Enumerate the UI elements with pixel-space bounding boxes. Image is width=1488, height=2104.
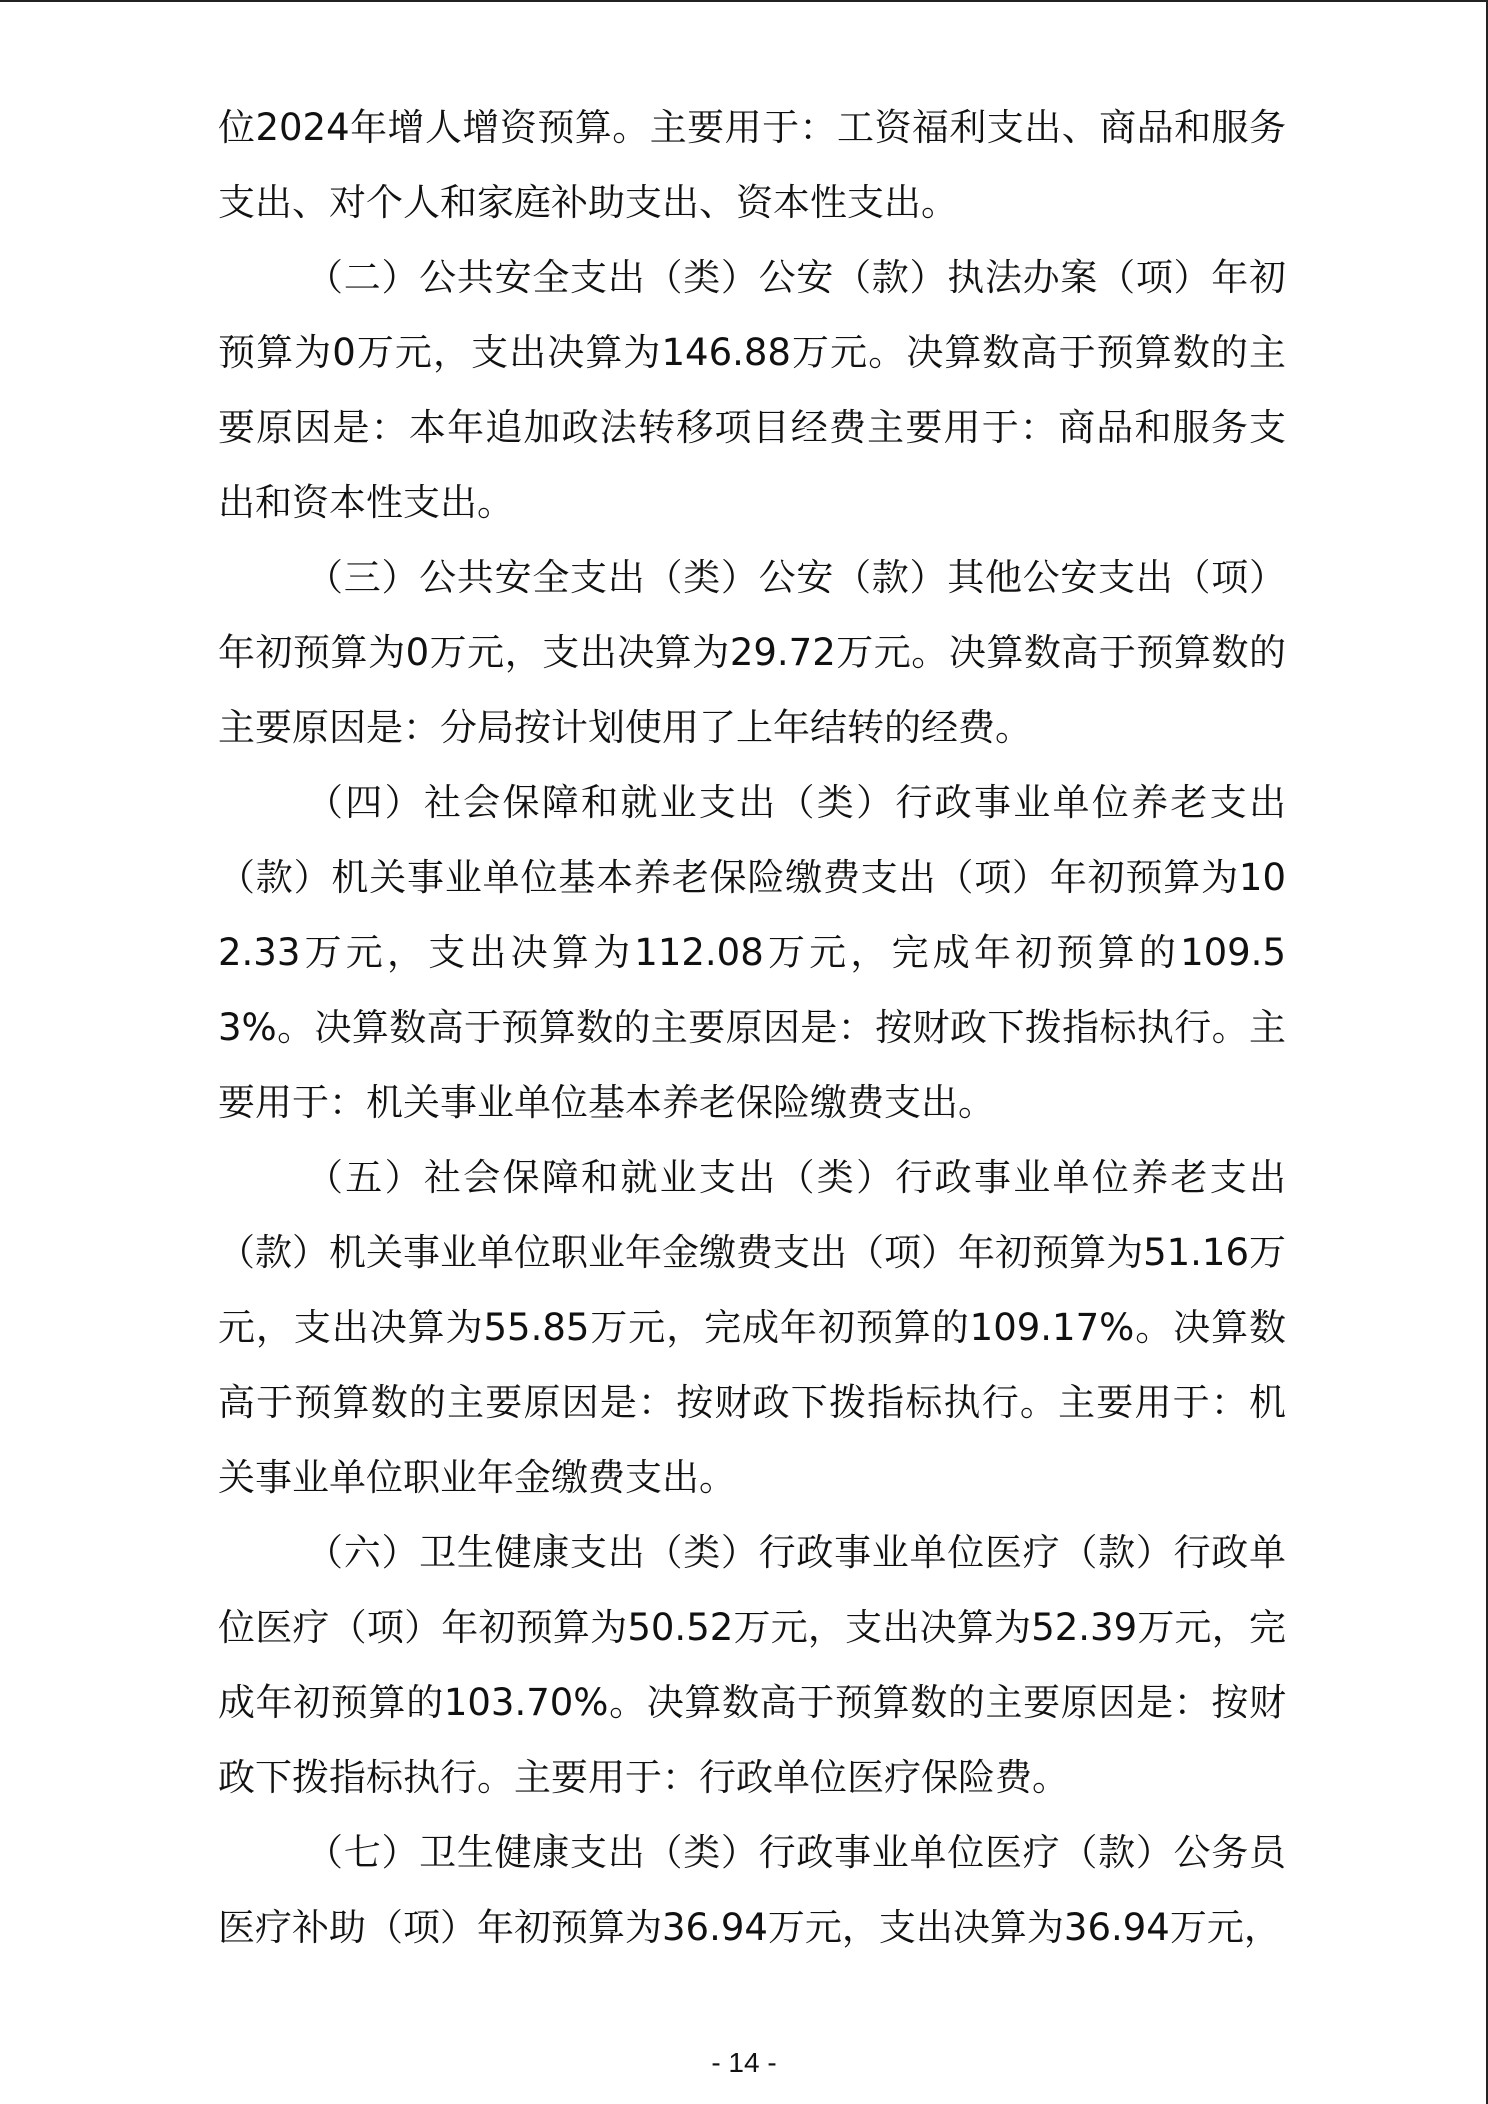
paragraph-item-3: （三）公共安全支出（类）公安（款）其他公安支出（项）年初预算为0万元，支出决算为29.72万元。决算数高于预算数的主要原因是：分局按计划使用了上年结转的经费。 [218, 556, 1286, 749]
paragraph-item-4: （四）社会保障和就业支出（类）行政事业单位养老支出（款）机关事业单位基本养老保险缴费支出（项）年初预算为102.33万元，支出决算为112.08万元，完成年初预算的109.53%。决算数高于预算数的主要原因是：按财政下拨指标执行。主要用于：机关事业单位基本养老保险缴费支出。 [218, 781, 1286, 1124]
paragraph-item-2: （二）公共安全支出（类）公安（款）执法办案（项）年初预算为0万元，支出决算为146.88万元。决算数高于预算数的主要原因是：本年追加政法转移项目经费主要用于：商品和服务支出和资本性支出。 [218, 256, 1286, 524]
paragraph-item-5: （五）社会保障和就业支出（类）行政事业单位养老支出（款）机关事业单位职业年金缴费支出（项）年初预算为51.16万元，支出决算为55.85万元，完成年初预算的109.17%。决算数高于预算数的主要原因是：按财政下拨指标执行。主要用于：机关事业单位职业年金缴费支出。 [218, 1156, 1286, 1499]
document-body [218, 90, 1286, 1965]
page-number: - 14 - [711, 2047, 777, 2078]
paragraph-continuation: 位2024年增人增资预算。主要用于：工资福利支出、商品和服务支出、对个人和家庭补助支出、资本性支出。 [218, 106, 1286, 224]
paragraph-item-7: （七）卫生健康支出（类）行政事业单位医疗（款）公务员医疗补助（项）年初预算为36.94万元，支出决算为36.94万元， [218, 1831, 1286, 1949]
top-border-line [0, 0, 1488, 2]
paragraph-item-6: （六）卫生健康支出（类）行政事业单位医疗（款）行政单位医疗（项）年初预算为50.52万元，支出决算为52.39万元，完成年初预算的103.70%。决算数高于预算数的主要原因是：按财政下拨指标执行。主要用于：行政单位医疗保险费。 [218, 1531, 1286, 1799]
